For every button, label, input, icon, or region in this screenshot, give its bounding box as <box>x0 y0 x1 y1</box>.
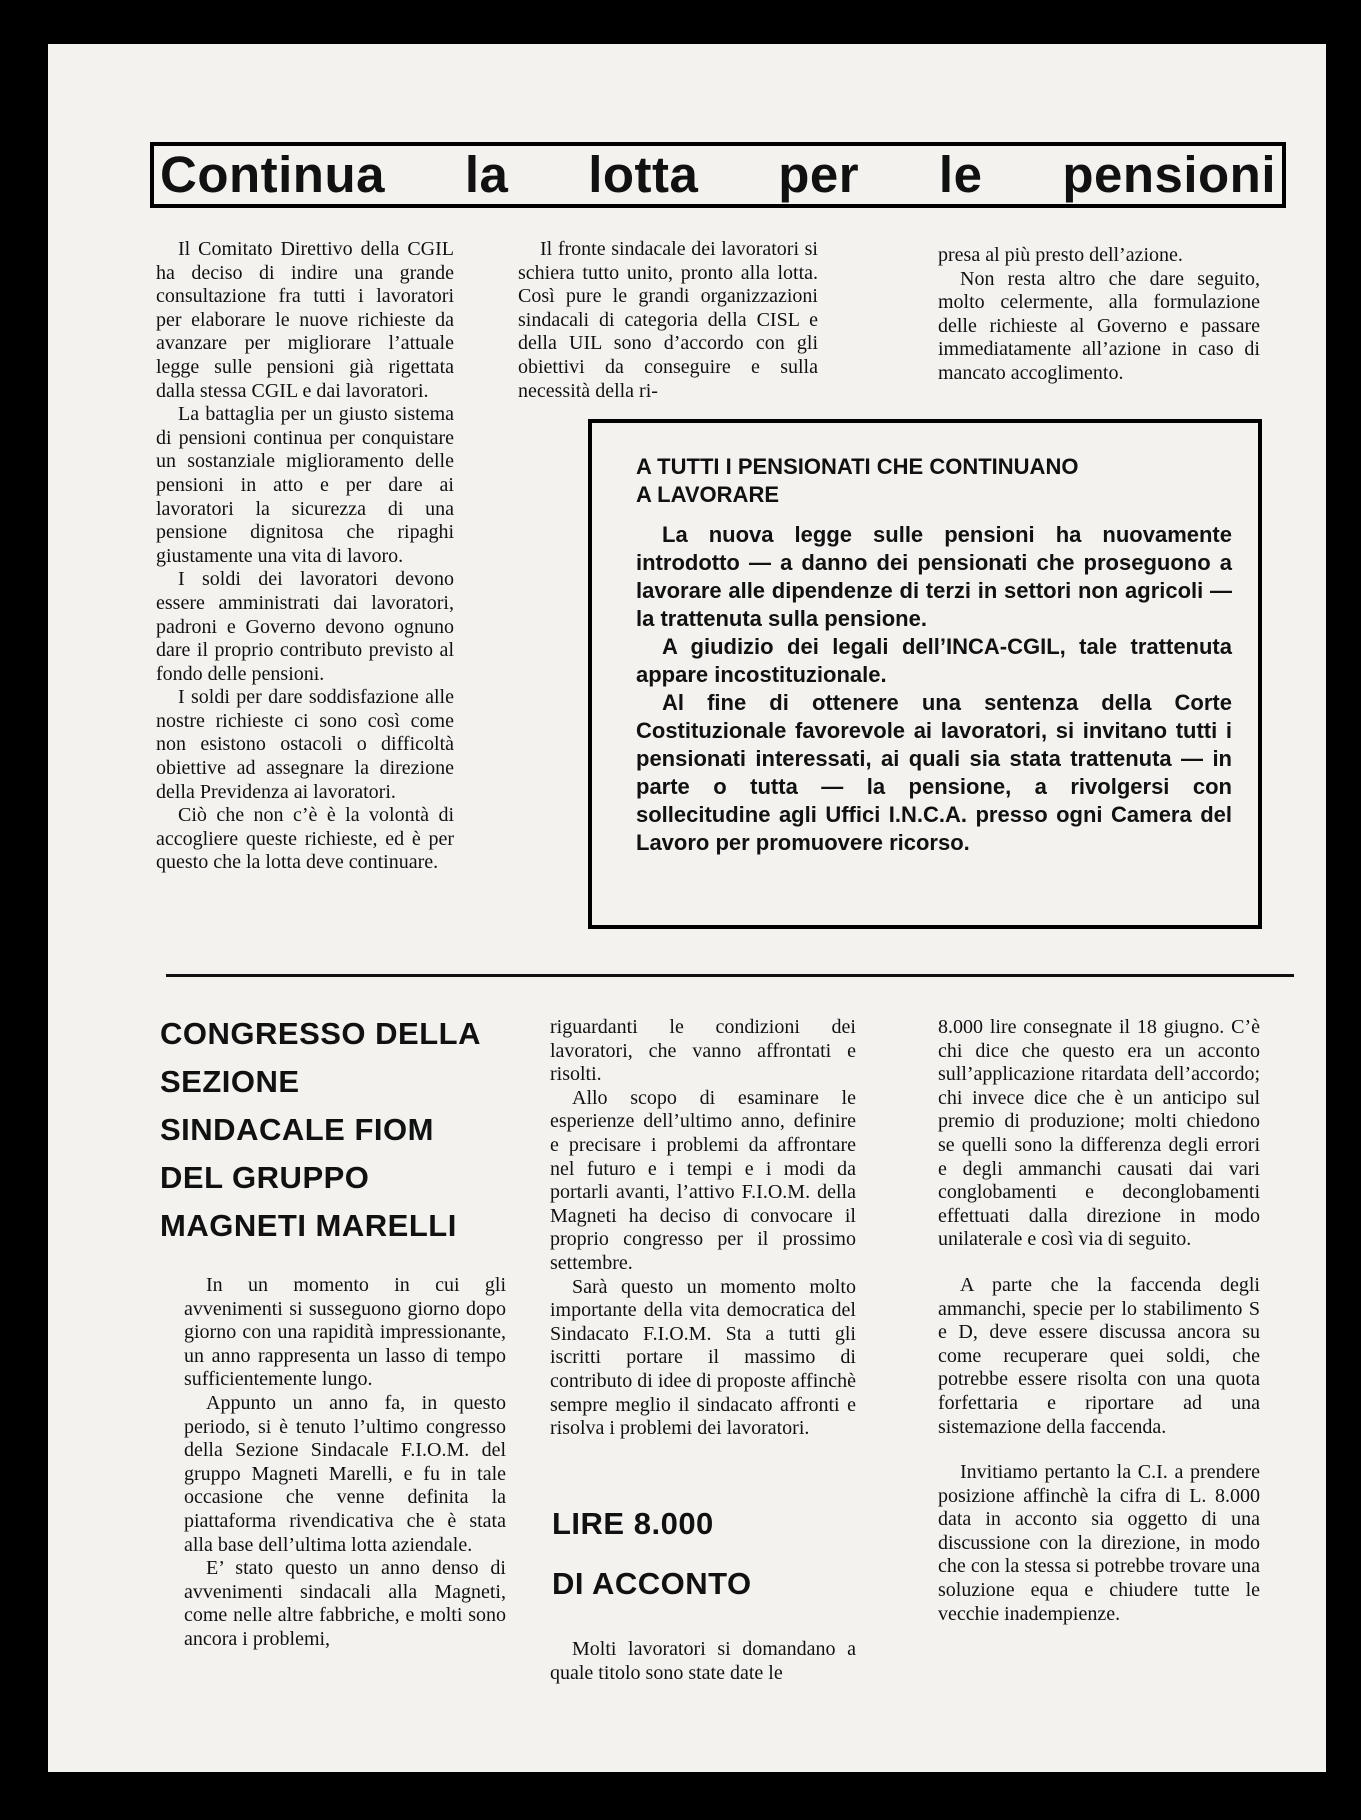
article2-subheading <box>552 1494 852 1614</box>
paragraph: I soldi dei lavoratori devono essere amministrati dai lavoratori, padroni e Governo devono ognuno dare il proprio contributo previsto al fondo delle pensioni. <box>156 568 454 685</box>
headline <box>154 146 1282 204</box>
subheading-line: LIRE 8.000 <box>552 1506 714 1541</box>
headline-word: lotta <box>588 146 699 203</box>
headline-word: Continua <box>160 146 385 203</box>
article1-column1 <box>156 238 454 875</box>
subheading-line: DI ACCONTO <box>552 1566 752 1601</box>
headline-word: le <box>938 146 983 203</box>
headline-word: per <box>778 146 860 203</box>
heading-line: MAGNETI MARELLI <box>160 1208 457 1243</box>
headline-word: pensioni <box>1062 146 1276 203</box>
notice-title-line: A LAVORARE <box>636 482 779 507</box>
notice-box <box>588 419 1262 929</box>
paragraph: Allo scopo di esaminare le esperienze dell’ultimo anno, definire e precisare i problemi da affrontare nel futuro e i tempi e i modi da portarli avanti, l’attivo F.I.O.M. della Magneti ha deciso di convocare il proprio congresso per il prossimo settembre. <box>550 1086 856 1274</box>
article2-column2-after <box>550 1638 856 1685</box>
notice-paragraph: La nuova legge sulle pensioni ha nuovamente introdotto — a danno dei pensionati che proseguono a lavorare alle dipendenze di terzi in settori non agricoli — la trattenuta sulla pensione. <box>636 522 1232 631</box>
notice-paragraph: A giudizio dei legali dell’INCA-CGIL, tale trattenuta appare incostituzionale. <box>636 634 1232 687</box>
article2-column1 <box>184 1274 506 1652</box>
notice-paragraph: Al fine di ottenere una sentenza della Corte Costituzionale favorevole ai lavoratori, si invitano tutti i pensionati interessati, ai quali sia stata trattenuta — in parte o tutta — la pensione, a rivolgersi con sollecitudine agli Uffici I.N.C.A. presso ogni Camera del Lavoro per promuovere ricorso. <box>636 690 1232 855</box>
paragraph: Il Comitato Direttivo della CGIL ha deciso di indire una grande consultazione fra tutti i lavoratori per elaborare le nuove richieste da avanzare per migliorare l’attuale legge sulle pensioni già rigettata dalla stessa CGIL e dai lavoratori. <box>156 238 454 402</box>
headline-word: la <box>464 146 509 203</box>
paragraph: Non resta altro che dare seguito, molto celermente, alla formulazione delle richieste al Governo e passare immediatamente all’azione in caso di mancato accoglimento. <box>938 267 1260 384</box>
article2-heading <box>160 1010 500 1250</box>
paragraph: Molti lavoratori si domandano a quale titolo sono state date le <box>550 1638 856 1684</box>
article2-column3 <box>938 1016 1260 1626</box>
heading-line: SINDACALE FIOM <box>160 1112 434 1147</box>
article1-column3 <box>938 244 1260 386</box>
paragraph: La battaglia per un giusto sistema di pensioni continua per conquistare un sostanziale miglioramento delle pensioni in atto e per dare ai lavoratori la sicurezza di una pensione dignitosa che ripaghi giustamente una vita di lavoro. <box>156 403 454 567</box>
notice-body <box>636 521 1232 857</box>
notice-title <box>636 453 1232 509</box>
paragraph: riguardanti le condizioni dei lavoratori, che vanno affrontati e risolti. <box>550 1016 856 1086</box>
paragraph: E’ stato questo un anno denso di avvenimenti sindacali alla Magneti, come nelle altre fabbriche, e molti sono ancora i problemi, <box>184 1557 506 1650</box>
article2-column2 <box>550 1016 856 1441</box>
paragraph: Appunto un anno fa, in questo periodo, si è tenuto l’ultimo congresso della Sezione Sindacale F.I.O.M. del gruppo Magneti Marelli, e fu in tale occasione che venne definita la piattaforma rivendicativa che è stata alla base dell’ultima lotta aziendale. <box>184 1391 506 1556</box>
paragraph: In un momento in cui gli avvenimenti si susseguono giorno dopo giorno con una rapidità impressionante, un anno rappresenta un lasso di tempo sufficientemente lungo. <box>184 1274 506 1391</box>
heading-line: CONGRESSO DELLA <box>160 1016 481 1051</box>
paragraph: I soldi per dare soddisfazione alle nostre richieste ci sono così come non esistono ostacoli o difficoltà obiettive ad assegnare la direzione della Previdenza ai lavoratori. <box>156 686 454 803</box>
paragraph: presa al più presto dell’azione. <box>938 244 1183 266</box>
paragraph: Il fronte sindacale dei lavoratori si schiera tutto unito, pronto alla lotta. Così pure le grandi organizzazioni sindacali di categoria della CISL e della UIL sono d’accordo con gli obiettivi da conseguire e sulla necessità della ri- <box>518 238 818 402</box>
heading-line: DEL GRUPPO <box>160 1160 370 1195</box>
paragraph: Sarà questo un momento molto importante della vita democratica del Sindacato F.I.O.M. Sta a tutti gli iscritti portare il massimo di contributo di idee di proposte affinchè sempre meglio il sindacato affronti e risolva i problemi dei lavoratori. <box>550 1275 856 1440</box>
section-divider <box>166 974 1294 977</box>
paragraph: 8.000 lire consegnate il 18 giugno. C’è chi dice che questo era un acconto sull’applicazione ritardata dell’accordo; chi invece dice che è un anticipo sul premio di produzione; molti chiedono se quelli sono la differenza degli errori e degli ammanchi causati dai vari conglobamenti e deconglobamenti effettuati dalla direzione in modo unilaterale e così via di seguito. <box>938 1016 1260 1251</box>
paragraph: Invitiamo pertanto la C.I. a prendere posizione affinchè la cifra di L. 8.000 data in acconto sia oggetto di una discussione con la direzione, in modo che con la stessa si potrebbe trovare una soluzione equa e chiudere tutte le vecchie inadempienze. <box>938 1461 1260 1625</box>
paragraph: Ciò che non c’è è la volontà di accogliere queste richieste, ed è per questo che la lotta deve continuare. <box>156 804 454 874</box>
paragraph: A parte che la faccenda degli ammanchi, specie per lo stabilimento S e D, deve essere discussa ancora su come recuperare quei soldi, che potrebbe essere risolta con una quota forfettaria e riportare ad una sistemazione della faccenda. <box>938 1273 1260 1438</box>
notice-title-line: A TUTTI I PENSIONATI CHE CONTINUANO <box>636 454 1079 479</box>
headline-box <box>150 142 1286 208</box>
heading-line: SEZIONE <box>160 1064 300 1099</box>
article1-column2 <box>518 238 818 403</box>
newspaper-page <box>48 44 1326 1772</box>
